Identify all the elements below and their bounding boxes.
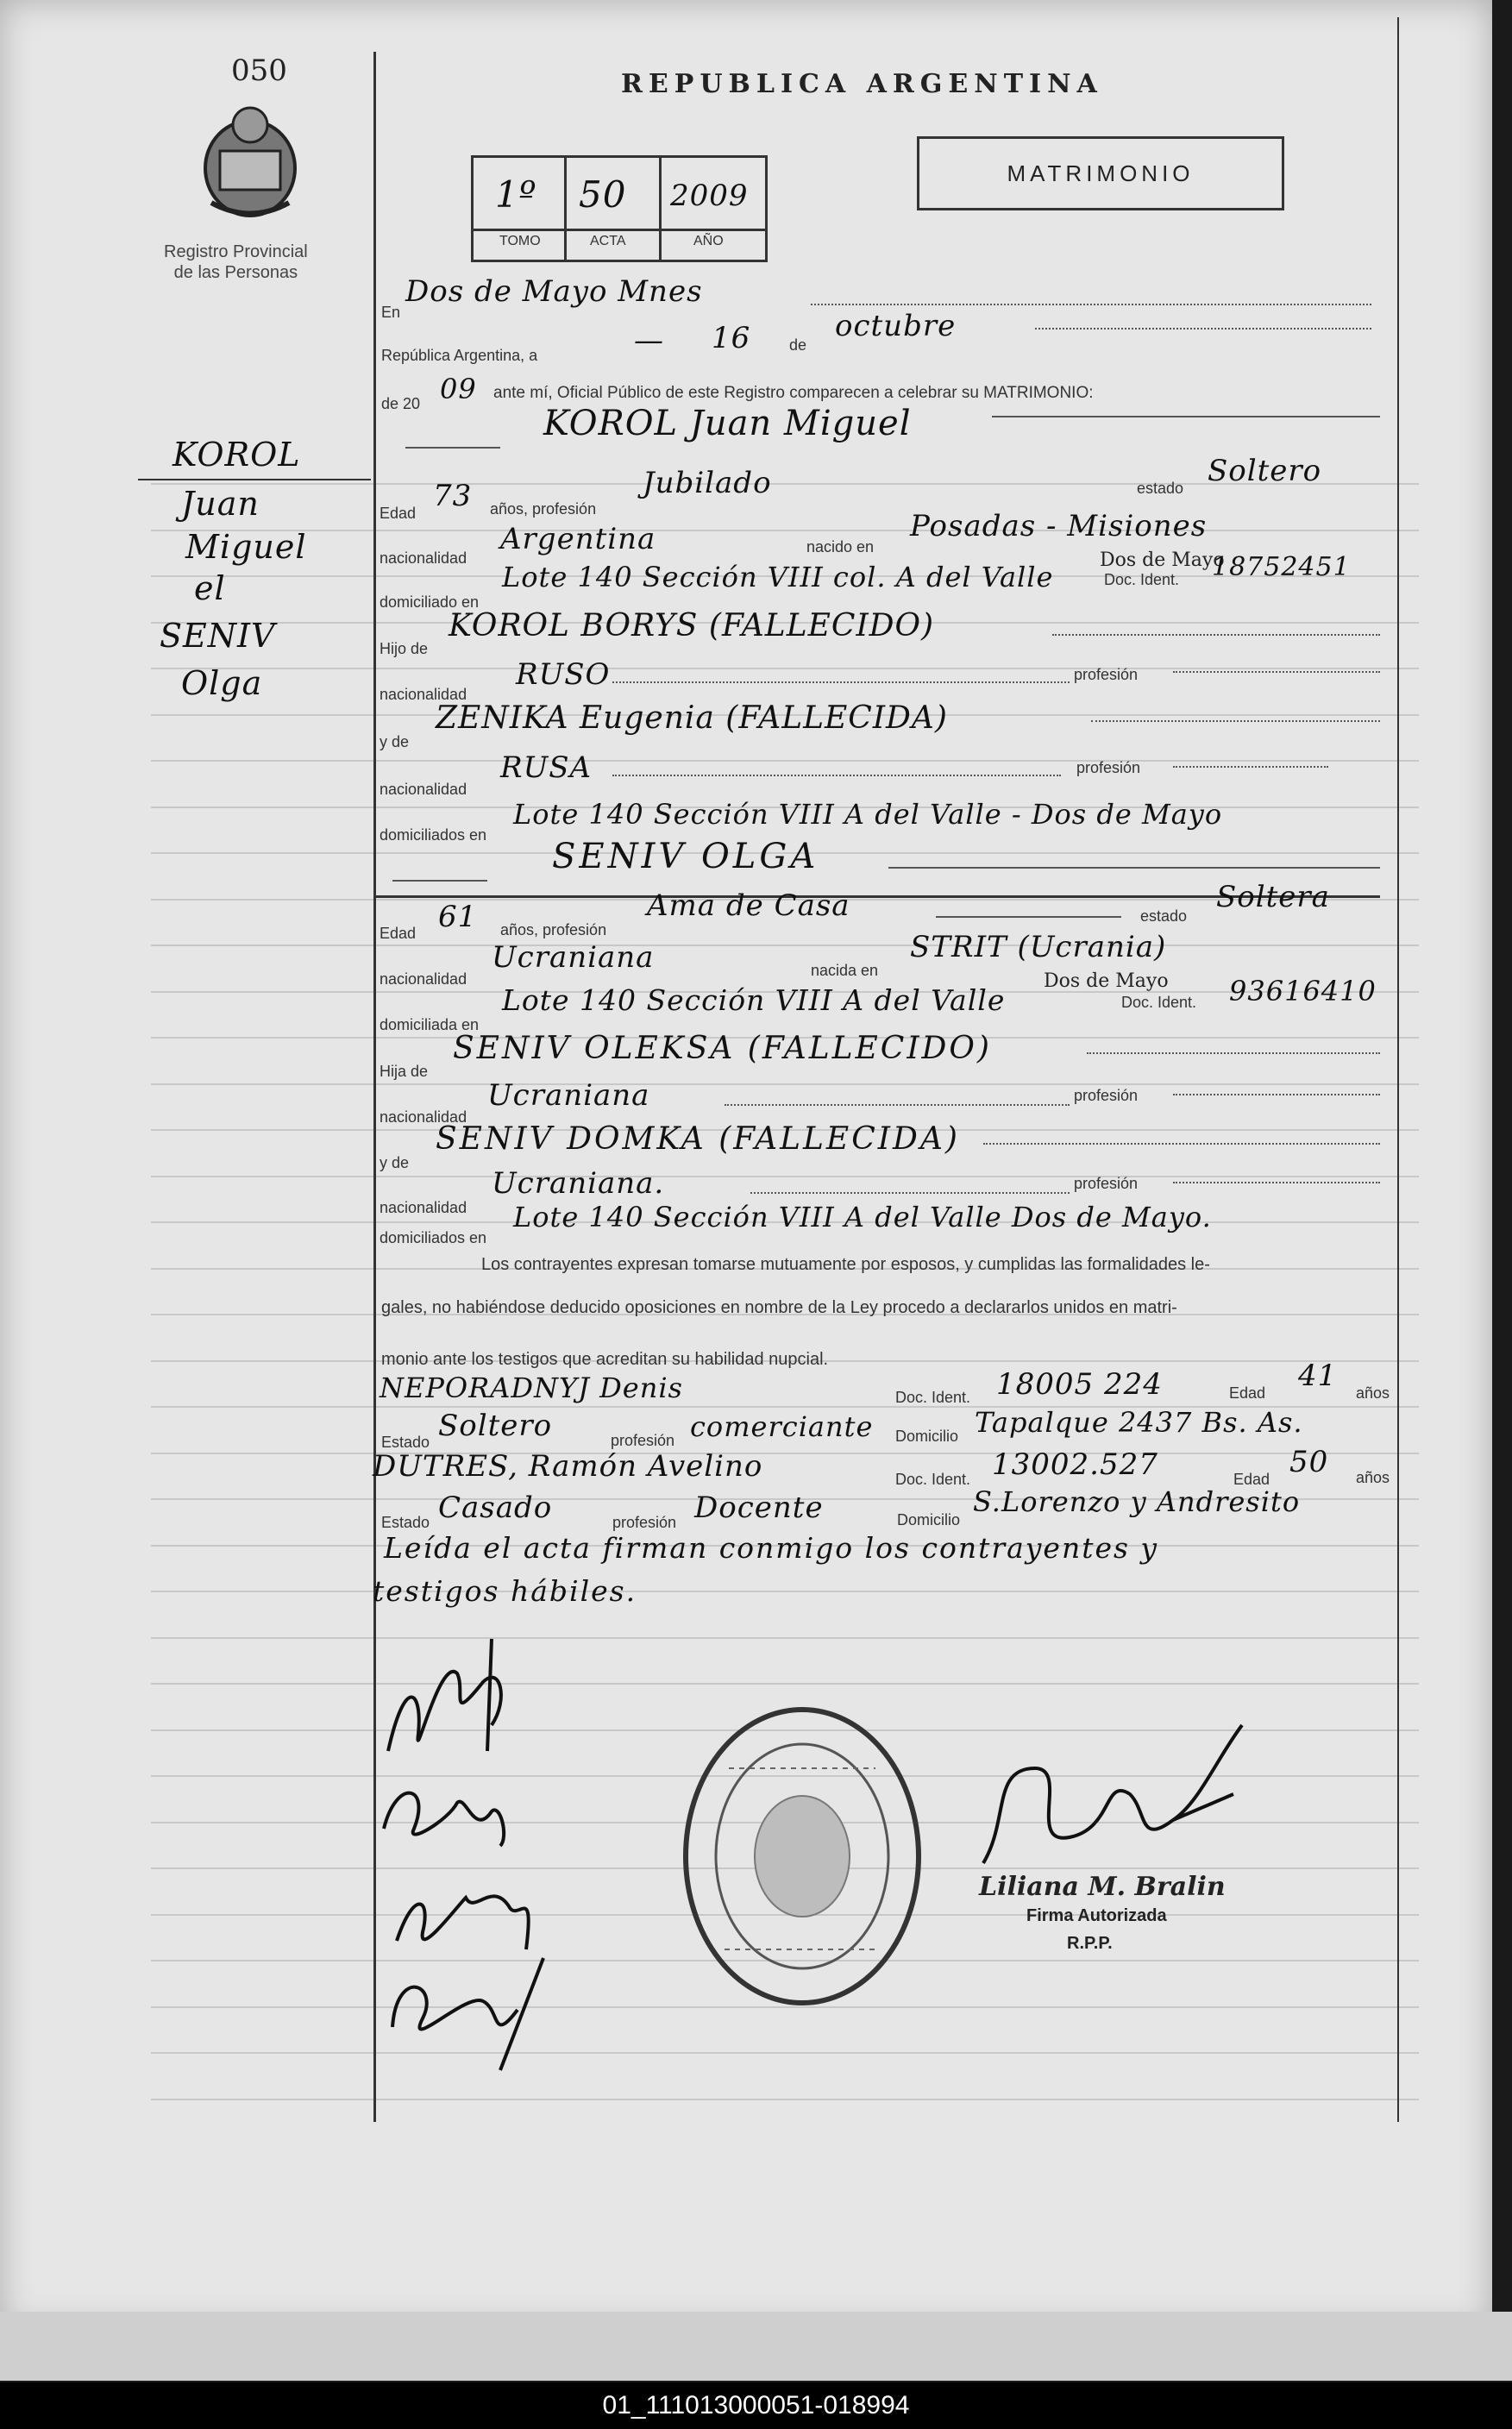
bride-doc: 93616410 — [1229, 975, 1377, 1007]
bride-father: SENIV OLEKSA (FALLECIDO) — [453, 1031, 992, 1066]
witness-2-profesion-label: profesión — [612, 1514, 677, 1531]
bride-name: SENIV OLGA — [552, 837, 819, 876]
volume-box — [471, 155, 768, 262]
declaration-line-1: Los contrayentes expresan tomarse mutuamente por esposos, y cumplidas las formalidades le- — [481, 1255, 1210, 1274]
signatures-left — [371, 1622, 595, 2087]
witness-2-age: 50 — [1289, 1445, 1329, 1479]
groom-name-line-right — [992, 416, 1380, 417]
bride-mother-line — [983, 1143, 1380, 1145]
groom-mother-nat: RUSA — [500, 750, 593, 785]
page-underlay — [0, 2312, 1512, 2381]
witness-1-edad-label: Edad — [1229, 1384, 1266, 1402]
ruled-line — [151, 530, 1419, 531]
witness-1-name: NEPORADNYJ Denis — [380, 1371, 683, 1404]
groom-name: KOROL Juan Miguel — [543, 404, 912, 443]
groom-mother-prof-line — [1173, 766, 1328, 768]
witness-2-name: DUTRES, Ramón Avelino — [373, 1449, 763, 1484]
record-type-box — [917, 136, 1284, 210]
bride-mother-nat-label: nacionalidad — [380, 1199, 467, 1216]
bride-nacida-label: nacida en — [811, 962, 879, 979]
groom-anos-profesion-label: años, profesión — [490, 500, 597, 518]
official-title: Firma Autorizada — [1026, 1906, 1167, 1925]
margin-note-underline — [138, 479, 371, 480]
margin-note-word: SENIV — [160, 617, 276, 655]
witness-1-domicilio-label: Domicilio — [895, 1428, 959, 1445]
groom-birthplace: Posadas - Misiones — [910, 509, 1208, 543]
witness-1-profession: comerciante — [690, 1410, 874, 1443]
declaration-line-2: gales, no habiéndose deducido oposiciones en nombre de la Ley procedo a declararlos unidos en matri- — [381, 1298, 1177, 1317]
official-name: Liliana M. Bralin — [979, 1872, 1226, 1902]
groom-mother: ZENIKA Eugenia (FALLECIDA) — [436, 700, 948, 736]
ruled-line — [151, 1083, 1419, 1085]
bride-estado-label: estado — [1140, 907, 1188, 925]
month-line — [1035, 328, 1371, 330]
groom-estado-label: estado — [1137, 480, 1184, 497]
witness-1-doc-label: Doc. Ident. — [895, 1389, 971, 1406]
margin-note-word: Miguel — [185, 528, 307, 566]
groom-nacionalidad-label: nacionalidad — [380, 549, 467, 567]
ruled-line — [151, 1637, 1419, 1639]
tomo-value: 1º — [495, 173, 537, 216]
groom-father-prof-line — [1173, 671, 1380, 673]
bride-parents-address: Lote 140 Sección VIII A del Valle Dos de Mayo. — [513, 1201, 1212, 1233]
groom-mother-profesion-label: profesión — [1076, 759, 1141, 776]
bride-nationality: Ucraniana — [492, 940, 655, 975]
page-number: 050 — [231, 53, 287, 88]
ano-label: AÑO — [693, 234, 724, 248]
en-label: En — [381, 304, 401, 321]
groom-mother-nat-line — [612, 775, 1061, 776]
bride-anos-profesion-label: años, profesión — [500, 921, 607, 938]
bride-father-profesion-label: profesión — [1074, 1087, 1139, 1104]
groom-estado: Soltero — [1208, 454, 1322, 488]
groom-father-nat: RUSO — [516, 657, 611, 692]
registry-name: Registro Provincial de las Personas — [164, 242, 308, 282]
groom-father-nat-line — [612, 681, 1070, 683]
groom-parents-dom-label: domiciliados en — [380, 826, 487, 844]
day-value: 16 — [712, 321, 751, 355]
bride-mother-profesion-label: profesión — [1074, 1175, 1139, 1192]
groom-edad-label: Edad — [380, 505, 417, 522]
witness-1-estado-label: Estado — [381, 1434, 430, 1451]
bride-name-line-left — [392, 880, 487, 882]
groom-father: KOROL BORYS (FALLECIDO) — [449, 608, 935, 643]
ruled-line — [151, 2099, 1419, 2100]
declaration-line-3: monio ante los testigos que acreditan su habilidad nupcial. — [381, 1350, 829, 1369]
bride-father-nat: Ucraniana — [487, 1078, 650, 1113]
groom-name-line-left — [405, 447, 500, 449]
bride-profession-line — [936, 916, 1121, 918]
footer-code: 01_111013000051-018994 — [0, 2382, 1512, 2429]
official-signature — [975, 1717, 1259, 1889]
ruled-line — [151, 1453, 1419, 1454]
groom-address: Lote 140 Sección VIII col. A del Valle — [502, 561, 1054, 593]
acta-value: 50 — [579, 173, 627, 216]
bride-doc-label: Doc. Ident. — [1121, 994, 1197, 1011]
bride-mother-nat: Ucraniana. — [492, 1166, 665, 1201]
statement: ante mí, Oficial Público de este Registro comparecen a celebrar su MATRIMONIO: — [493, 384, 1094, 402]
witness-2-address: S.Lorenzo y Andresito — [973, 1485, 1301, 1518]
witness-2-edad-label: Edad — [1233, 1471, 1270, 1488]
bride-father-nat-line — [725, 1104, 1070, 1106]
groom-mother-label: y de — [380, 733, 410, 750]
bride-mother-nat-line — [750, 1192, 1070, 1194]
republic-label: República Argentina, a — [381, 347, 538, 364]
bride-address-note: Dos de Mayo — [1044, 970, 1169, 992]
country-title: REPUBLICA ARGENTINA — [621, 69, 1103, 99]
groom-doc-label: Doc. Ident. — [1104, 571, 1180, 588]
witness-1-address: Tapalque 2437 Bs. As. — [975, 1406, 1303, 1439]
bride-address: Lote 140 Sección VIII A del Valle — [502, 983, 1006, 1017]
margin-note-word: Juan — [181, 485, 260, 523]
official-org: R.P.P. — [1067, 1934, 1113, 1953]
witness-1-doc: 18005 224 — [996, 1367, 1163, 1402]
groom-father-label: Hijo de — [380, 640, 429, 657]
bride-parents-dom-label: domiciliados en — [380, 1229, 487, 1246]
official-stamp — [677, 1699, 927, 2014]
bride-birthplace: STRIT (Ucrania) — [910, 930, 1167, 964]
groom-profession: Jubilado — [643, 466, 772, 500]
witness-2-profession: Docente — [694, 1491, 824, 1525]
witness-1-anos-label: años — [1356, 1384, 1390, 1402]
groom-parents-address: Lote 140 Sección VIII A del Valle - Dos de Mayo — [513, 798, 1223, 831]
place-line — [811, 304, 1371, 305]
groom-doc: 18752451 — [1212, 552, 1351, 582]
groom-age: 73 — [433, 479, 473, 513]
bride-mother-prof-line — [1173, 1182, 1380, 1183]
bride-edad-label: Edad — [380, 925, 417, 942]
place-value: Dos de Mayo Mnes — [405, 274, 703, 309]
record-type: MATRIMONIO — [1007, 160, 1195, 186]
witness-2-estado: Casado — [438, 1491, 553, 1525]
closing-line-2: testigos hábiles. — [373, 1574, 637, 1608]
month-value: octubre — [835, 309, 957, 343]
groom-address-note: Dos de Mayo — [1100, 549, 1225, 571]
groom-father-profesion-label: profesión — [1074, 666, 1139, 683]
closing-line-1: Leída el acta firman conmigo los contrayentes y — [384, 1531, 1159, 1565]
witness-1-estado: Soltero — [438, 1409, 553, 1443]
ruled-line — [151, 760, 1419, 762]
de-label: de — [789, 336, 807, 354]
bride-estado: Soltera — [1216, 880, 1330, 914]
bride-name-line-right — [888, 867, 1380, 869]
right-margin-line — [1397, 17, 1399, 2122]
bride-father-nat-label: nacionalidad — [380, 1108, 467, 1126]
ruled-line — [151, 2052, 1419, 2054]
bride-nacionalidad-label: nacionalidad — [380, 970, 467, 988]
bride-age: 61 — [438, 900, 478, 934]
groom-domicilio-label: domiciliado en — [380, 593, 480, 611]
witness-2-estado-label: Estado — [381, 1514, 430, 1531]
ruled-line — [151, 945, 1419, 946]
bride-domicilio-label: domiciliada en — [380, 1016, 480, 1033]
margin-note-word: KOROL — [173, 436, 301, 474]
margin-note-word: Olga — [181, 664, 263, 702]
ruled-line — [151, 1591, 1419, 1592]
groom-nacido-label: nacido en — [806, 538, 875, 555]
groom-nationality: Argentina — [500, 522, 656, 556]
witness-2-domicilio-label: Domicilio — [897, 1511, 961, 1528]
bride-mother-label: y de — [380, 1154, 410, 1171]
ano-value: 2009 — [670, 179, 749, 213]
margin-note-word: el — [194, 569, 226, 607]
ruled-line — [151, 1176, 1419, 1177]
ruled-line — [151, 668, 1419, 669]
ruled-line — [151, 1683, 1419, 1685]
year-prefix: de 20 — [381, 395, 421, 412]
dash-value: — — [634, 323, 664, 358]
groom-father-nat-label: nacionalidad — [380, 686, 467, 703]
witness-2-doc: 13002.527 — [992, 1447, 1158, 1482]
tomo-label: TOMO — [499, 234, 541, 248]
witness-2-anos-label: años — [1356, 1469, 1390, 1486]
bride-father-label: Hija de — [380, 1063, 429, 1080]
acta-label: ACTA — [590, 234, 626, 248]
groom-mother-line — [1091, 720, 1380, 722]
bride-father-line — [1087, 1052, 1380, 1054]
groom-father-line — [1052, 634, 1380, 636]
bride-profession: Ama de Casa — [647, 888, 850, 923]
witness-2-doc-label: Doc. Ident. — [895, 1471, 971, 1488]
groom-mother-nat-label: nacionalidad — [380, 781, 467, 798]
bride-father-prof-line — [1173, 1094, 1380, 1095]
bride-mother: SENIV DOMKA (FALLECIDA) — [436, 1121, 960, 1157]
year-suffix: 09 — [440, 373, 477, 405]
witness-1-age: 41 — [1298, 1359, 1338, 1393]
coat-of-arms-logo — [194, 99, 306, 224]
witness-1-profesion-label: profesión — [611, 1432, 675, 1449]
